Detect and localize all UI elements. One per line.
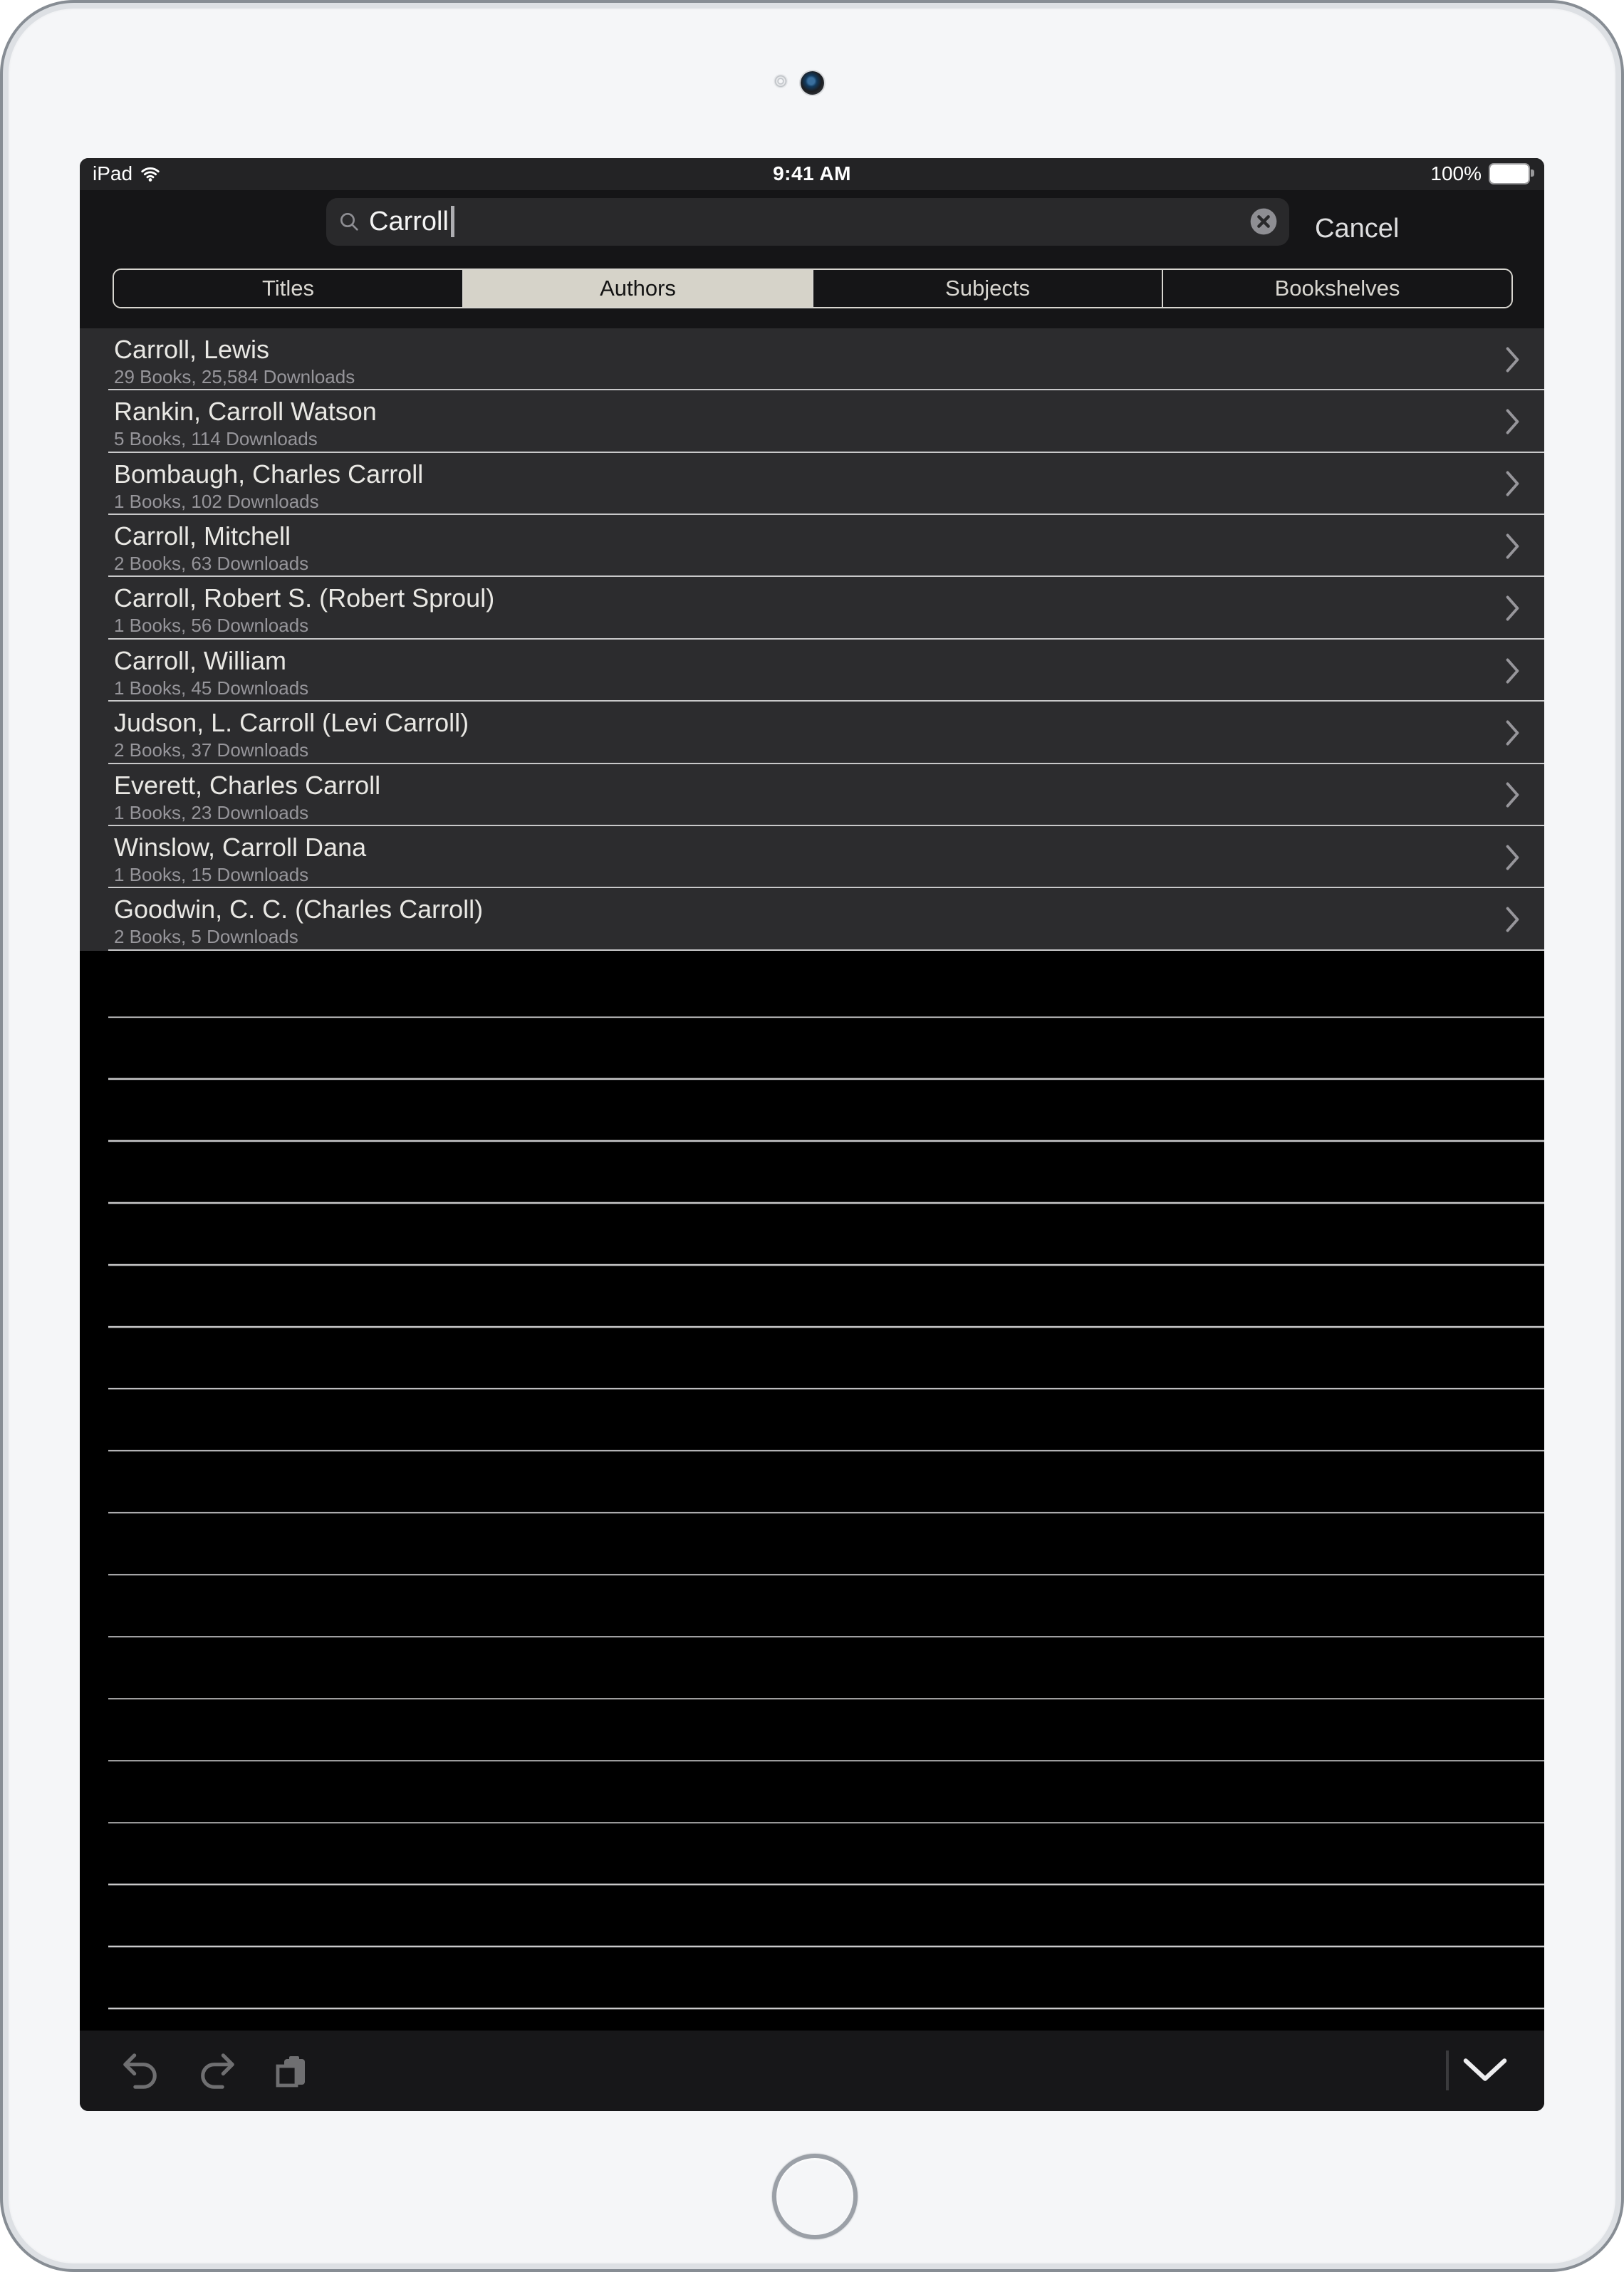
author-result-row[interactable] xyxy=(80,826,1544,888)
cancel-button[interactable]: Cancel xyxy=(1315,214,1400,244)
chevron-right-icon xyxy=(1505,781,1520,808)
author-name: Carroll, Lewis xyxy=(114,334,270,364)
search-value: Carroll xyxy=(369,206,449,236)
results-list xyxy=(80,328,1544,951)
status-bar xyxy=(80,158,1544,190)
author-result-row[interactable] xyxy=(80,328,1544,390)
chevron-right-icon xyxy=(1505,470,1520,497)
author-name: Bombaugh, Charles Carroll xyxy=(114,459,424,489)
chevron-right-icon xyxy=(1505,906,1520,933)
author-result-row[interactable] xyxy=(80,577,1544,639)
home-button[interactable] xyxy=(772,2154,858,2239)
front-camera-icon xyxy=(801,71,824,95)
text-cursor xyxy=(451,206,454,237)
author-stats: 1 Books, 45 Downloads xyxy=(114,677,309,699)
chevron-right-icon xyxy=(1505,719,1520,746)
author-stats: 2 Books, 5 Downloads xyxy=(114,926,298,948)
author-stats: 2 Books, 63 Downloads xyxy=(114,553,309,575)
author-stats: 1 Books, 23 Downloads xyxy=(114,801,309,823)
status-device-label: iPad xyxy=(93,162,133,185)
author-stats: 29 Books, 25,584 Downloads xyxy=(114,365,355,387)
author-result-row[interactable] xyxy=(80,453,1544,515)
author-result-row[interactable] xyxy=(80,764,1544,826)
battery-percent: 100% xyxy=(1430,162,1482,185)
author-stats: 1 Books, 56 Downloads xyxy=(114,615,309,637)
author-stats: 5 Books, 114 Downloads xyxy=(114,428,318,450)
chevron-right-icon xyxy=(1505,533,1520,560)
author-stats: 1 Books, 102 Downloads xyxy=(114,490,319,512)
tab-subjects[interactable]: Subjects xyxy=(812,270,1162,307)
battery-icon xyxy=(1489,163,1530,184)
ambient-light-sensor-icon xyxy=(774,74,788,88)
author-stats: 2 Books, 37 Downloads xyxy=(114,739,309,761)
redo-icon[interactable] xyxy=(197,2051,236,2091)
chevron-right-icon xyxy=(1505,346,1520,373)
dismiss-keyboard-button[interactable] xyxy=(1462,2056,1509,2085)
status-time: 9:41 AM xyxy=(773,162,851,185)
author-result-row[interactable] xyxy=(80,515,1544,577)
author-name: Carroll, Robert S. (Robert Sproul) xyxy=(114,583,495,613)
app-screen xyxy=(80,158,1544,2111)
author-stats: 1 Books, 15 Downloads xyxy=(114,864,309,886)
toolbar-divider xyxy=(1446,2050,1449,2090)
search-scope-section xyxy=(80,269,1544,328)
search-icon xyxy=(338,210,360,233)
author-result-row[interactable] xyxy=(80,888,1544,950)
author-name: Winslow, Carroll Dana xyxy=(114,833,367,863)
empty-rows-area xyxy=(80,951,1544,2031)
keyboard-accessory-bar xyxy=(80,2031,1544,2111)
clear-search-button[interactable] xyxy=(1249,207,1278,236)
author-result-row[interactable] xyxy=(80,702,1544,764)
search-bar-section xyxy=(80,190,1544,269)
tab-titles[interactable]: Titles xyxy=(114,270,462,307)
search-input[interactable] xyxy=(326,198,1289,246)
chevron-right-icon xyxy=(1505,844,1520,871)
author-result-row[interactable] xyxy=(80,640,1544,702)
chevron-right-icon xyxy=(1505,657,1520,684)
author-name: Carroll, William xyxy=(114,645,286,675)
author-name: Goodwin, C. C. (Charles Carroll) xyxy=(114,895,484,924)
chevron-right-icon xyxy=(1505,595,1520,622)
author-name: Judson, L. Carroll (Levi Carroll) xyxy=(114,708,469,738)
author-name: Everett, Charles Carroll xyxy=(114,770,381,800)
search-scope-tabs xyxy=(113,269,1513,308)
author-result-row[interactable] xyxy=(80,390,1544,452)
chevron-right-icon xyxy=(1505,408,1520,435)
tab-authors[interactable]: Authors xyxy=(462,270,812,307)
author-name: Rankin, Carroll Watson xyxy=(114,397,377,427)
tab-bookshelves[interactable]: Bookshelves xyxy=(1162,270,1511,307)
paste-icon[interactable] xyxy=(272,2051,312,2091)
undo-icon[interactable] xyxy=(121,2051,161,2091)
empty-row-separators xyxy=(108,951,1544,2031)
author-name: Carroll, Mitchell xyxy=(114,521,291,551)
